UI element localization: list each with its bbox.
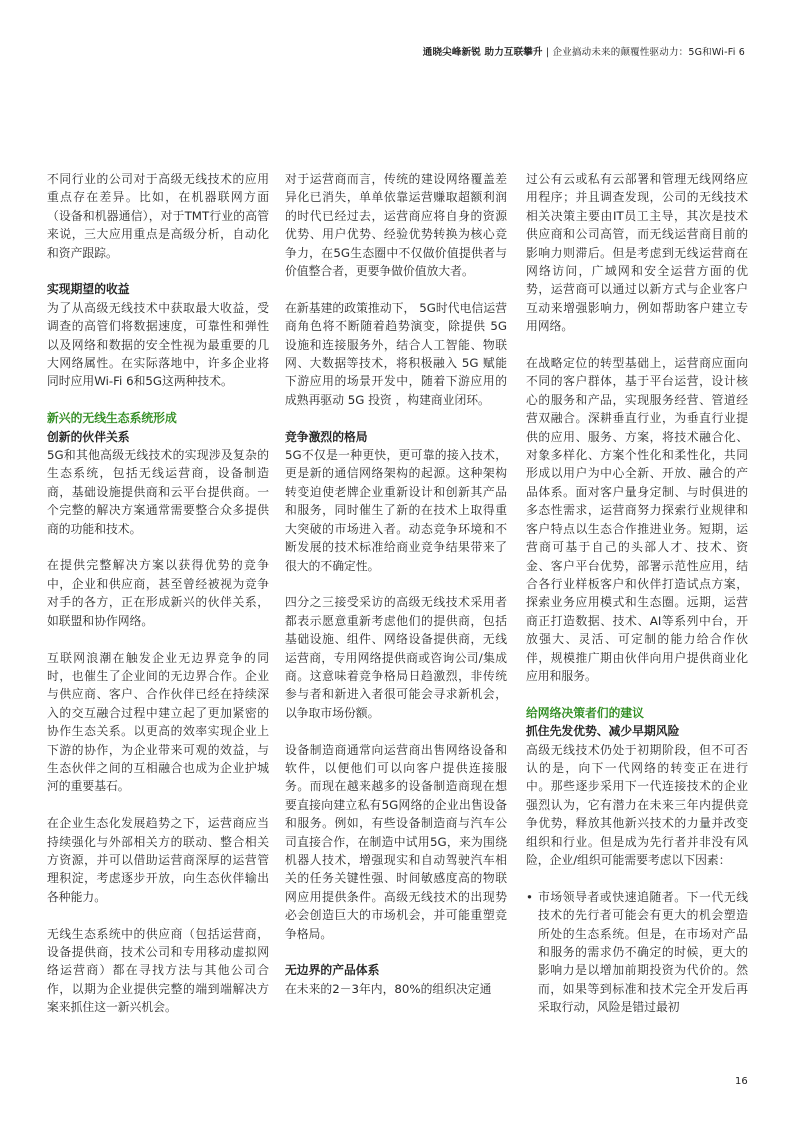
section-heading: 实现期望的收益 [47,282,130,297]
header-report-title: | 企业搞动未来的颠覆性驱动力：5G和Wi-Fi 6 [545,47,745,58]
paragraph: 四分之三接受采访的高级无线技术采用者都表示愿意重新考虑他们的提供商，包括基础设施、组件、网络设备提供商，无线运营商，专用网络提供商或咨询公司/集成商。这意味着竞争格局日趋激烈，非传统参与者和新进入者很可能会寻求新机会，以争取市场份额。 [285,595,507,720]
paragraph: 在新基建的政策推动下， 5G时代电信运营商角色将不断随着趋势演变，除提供 5G 设施和连接服务外，结合人工智能、物联网、大数据等技术，将积极融入 5G 赋能下游应用的场景开发中，随着下游应用的成熟再驱动 5G 投资 ，构建商业闭环。 [285,300,507,407]
paragraph: 对于运营商而言，传统的建设网络覆盖差异化已消失，单单依靠运营赚取超额利润的时代已经过去，运营商应将自身的资源优势、用户优势、经验优势转换为核心竞争力，在5G生态圈中不仅做价值提供者与价值整合者，更要争做价值放大者。 [285,172,507,279]
paragraph: 在未来的2－3年内，80%的组织决定通 [285,981,492,996]
column-3 [526,170,748,1017]
bullet-item: • 市场领导者或快速追随者。下一代无线技术的先行者可能会有更大的机会塑造所处的生态系统。但是，在市场对产品和服务的需求仍不确定的时候，更大的影响力是以增加前期投资为代价的。然而，如果等到标准和技术完全开发后再采取行动，风险是错过最初 [526,888,748,1017]
paragraph: 在提供完整解决方案以获得优势的竞争中，企业和供应商，甚至曾经被视为竞争对手的各方，正在形成新兴的伙伴关系，如联盟和协作网络。 [47,558,269,628]
paragraph: 无线生态系统中的供应商（包括运营商，设备提供商，技术公司和专用移动虚拟网络运营商）都在寻找方法与其他公司合作，以期为企业提供完整的端到端解决方案来抓住这一新兴机会。 [47,926,269,1015]
column-2 [285,170,507,1017]
section-heading-green: 新兴的无线生态系统形成 [47,411,177,426]
page-number: 16 [735,1076,748,1087]
section-heading: 竞争激烈的格局 [285,429,368,444]
paragraph: 5G和其他高级无线技术的实现涉及复杂的生态系统，包括无线运营商，设备制造商，基础设施提供商和云平台提供商。一个完整的解决方案通常需要整合众多提供商的功能和技术。 [47,448,269,536]
paragraph: 设备制造商通常向运营商出售网络设备和软件，以便他们可以向客户提供连接服务。而现在越来越多的设备制造商现在想要直接向建立私有5G网络的企业出售设备和服务。例如，有些设备制造商与汽车公司直接合作，在制造中试用5G，来为围绕机器人技术，增强现实和自动驾驶汽车相关的任务关键性强、时间敏感度高的物联网应用提供条件。高级无线技术的出现势必会创造巨大的市场机会，并可能重塑竞争格局。 [285,742,507,941]
subsection-heading: 创新的伙伴关系 [47,429,130,444]
paragraph: 在企业生态化发展趋势之下，运营商应当持续强化与外部相关方的联动、整合相关方资源，并可以借助运营商深厚的运营管理积淀，考虑逐步开放，向生态伙伴输出各种能力。 [47,816,269,904]
bullet-list [526,888,748,1017]
section-heading: 无边界的产品体系 [285,963,380,978]
subsection-heading: 抓住先发优势、减少早期风险 [526,724,680,739]
paragraph: 在战略定位的转型基础上，运营商应面向不同的客户群体，基于平台运营，设计核心的服务和产品，实现服务经营、管道经营双融合。深耕垂直行业，为垂直行业提供的应用、服务、方案，将技术融合化、对象多样化、方案个性化和柔性化，共同形成以用户为中心全新、开放、融合的产品体系。面对客户量身定制、与时俱进的多态性需求，运营商努力探索行业规律和客户特点以生态合作推进业务。短期，运营商可基于自己的头部人才、技术、资金、客户平台优势，部署示范性应用，结合各行业样板客户和伙伴打造试点方案，探索业务应用模式和生态圈。远期，运营商正打造数据、技术、AI等系列中台，开放强大、灵活、可定制的能力给合作伙伴，规模推广期由伙伴向用户提供商业化应用和服务。 [526,356,748,683]
running-header [423,44,745,58]
paragraph: 过公有云或私有云部署和管理无线网络应用程序；并且调查发现，公司的无线技术相关决策主要由IT员工主导，其次是技术供应商和公司高管，而无线运营商目前的影响力则滞后。但是考虑到无线运营商在网络访问，广域网和安全运营方面的优势，运营商可以通过以新方式与企业客户互动来增强影响力，例如帮助客户建立专用网络。 [526,172,748,334]
paragraph: 互联网浪潮在触发企业无边界竞争的同时，也催生了企业间的无边界合作。企业与供应商、客户、合作伙伴已经在持续深入的交互融合过程中建立起了更加紧密的协作生态关系。以更高的效率实现企业上下游的协作，为企业带来可观的效益，与生态伙伴之间的互相融合也成为企业护城河的重要基石。 [47,650,269,794]
paragraph: 不同行业的公司对于高级无线技术的应用重点存在差异。比如，在机器联网方面（设备和机器通信），对于TMT行业的高管来说，三大应用重点是高级分析，自动化和资产跟踪。 [47,172,269,260]
paragraph: 为了从高级无线技术中获取最大收益，受调查的高管们将数据速度，可靠性和弹性以及网络和数据的安全性视为最重要的几大网络属性。在实际落地中，许多企业将同时应用Wi-Fi 6和5G这两种技术。 [47,300,269,389]
section-heading-green: 给网络决策者们的建议 [526,705,644,720]
header-series-title: 通晓尖峰新锐 助力互联攀升 [422,47,543,58]
paragraph: 5G不仅是一种更快，更可靠的接入技术，更是新的通信网络架构的起源。这种架构转变迫使老牌企业重新设计和创新其产品和服务，同时催生了新的在技术上取得重大突破的市场进入者。动态竞争环境和不断发展的技术标准给商业竞争结果带来了很大的不确定性。 [285,448,507,573]
paragraph: 高级无线技术仍处于初期阶段，但不可否认的是，向下一代网络的转变正在进行中。那些逐步采用下一代连接技术的企业强烈认为，它有潜力在未来三年内提供竞争优势，释放其他新兴技术的力量并改变组织和行业。但是成为先行者并非没有风险，企业/组织可能需要考虑以下因素： [526,742,748,867]
column-1 [47,170,269,1035]
